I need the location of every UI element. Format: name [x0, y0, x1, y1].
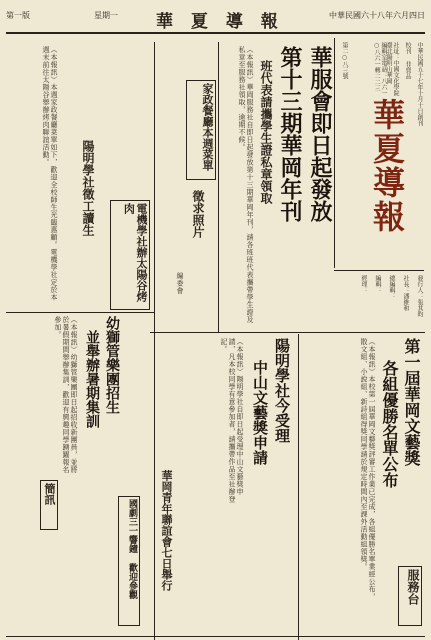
youth-headline: 華岡青年聯誼會七日舉行: [160, 470, 173, 591]
masthead-title: 華夏導報: [368, 98, 406, 234]
masthead: [334, 38, 424, 268]
yang-story: （本報訊）陽明學社自即日起受理中山文藝獎申請，凡本校同學有意參加者，請攜帶作品至社辦登記。: [219, 338, 244, 503]
registration-line: 校刊 非賣品: [404, 42, 411, 79]
photo-headline: 徵求照片: [191, 190, 205, 238]
staff-box: [334, 270, 424, 330]
divider: [6, 312, 154, 313]
main-headline-1: 華服會即日起發放: [307, 46, 333, 222]
publication-name: 華 夏 導 報: [156, 12, 284, 32]
staff-line: 編輯：: [374, 275, 381, 293]
staff-line: 經理：: [360, 275, 367, 293]
issue-number: 第二○八三號: [341, 42, 348, 79]
column-rule: [154, 42, 155, 640]
meal-headline: 家政餐廳本週菜單: [186, 80, 216, 180]
kids-story: （本報訊）幼獅管樂團即日起招收新團員，並將於暑假期間舉辦集訓，歡迎有興趣同學踴躍報名參加。: [53, 316, 78, 474]
service-label: 服務台: [398, 566, 422, 626]
edit-byline: 編委會: [176, 272, 184, 295]
staff-line: 總編輯：: [388, 275, 395, 299]
yang-headline-2: 中山文藝獎申請: [251, 360, 269, 465]
staff-line: 社長：潘維和: [402, 275, 409, 311]
running-header: [6, 4, 425, 34]
yang-club-headline: 陽明學社徵工讀生: [81, 140, 95, 236]
kids-headline-1: 幼獅管樂團招生: [104, 316, 120, 414]
divider: [150, 332, 230, 333]
lit-headline-1: 第一屆華岡文藝獎: [402, 338, 421, 466]
misc-story: （本報訊）本週家政餐廳菜單如下，歡迎全校師生光臨惠顧。電機學社定於本週末前往太陽谷舉辦烤肉聯誼活動。: [41, 46, 58, 301]
main-headline-2: 第十三期華岡年刊: [277, 46, 303, 222]
column-rule: [298, 334, 299, 640]
lit-story: （本報訊）本校第一屆華岡文藝獎評審工作業已完成，各組優勝名單業經公布，散文組、小說組、新詩組得獎同學請於規定時間內至課外活動組領獎。: [359, 338, 376, 601]
divider: [230, 332, 425, 333]
page-number: 第一版: [6, 11, 30, 20]
main-story: （本報訊）華岡服務社自即日起發放第十三期華岡年刊，請各班班代表攜帶學生證及私章至服務社領取，逾期不候。: [237, 46, 254, 324]
issue-date: 中華民國六十八年六月四日: [329, 11, 425, 20]
main-subhead: 班代表請攜學生證私章領取: [259, 60, 273, 204]
phone-line: 編輯室電話：八六一○八六一轉二二三: [373, 42, 387, 96]
staff-line: 發行人：張其昀: [416, 275, 423, 317]
telecom-headline: 電機學社辦太陽谷烤肉: [110, 200, 150, 310]
column-rule: [218, 42, 219, 332]
brief-headline: 簡訊: [40, 480, 58, 530]
kids-headline-2: 並舉辦暑期集訓: [84, 330, 100, 428]
publisher-line: 社址：中國文化學院 臺北陽明山華岡: [385, 42, 399, 96]
ad-box: 國劇三一響鐘 歡迎參觀: [118, 496, 140, 626]
weekday: 星期一: [94, 11, 118, 20]
lit-headline-2: 各組優勝名單公布: [380, 360, 399, 488]
bottom-rule: [6, 636, 425, 637]
founded-line: 中華民國五十七年十月十日創刊: [416, 42, 423, 126]
yang-headline-1: 陽明學社今受理: [273, 338, 291, 443]
